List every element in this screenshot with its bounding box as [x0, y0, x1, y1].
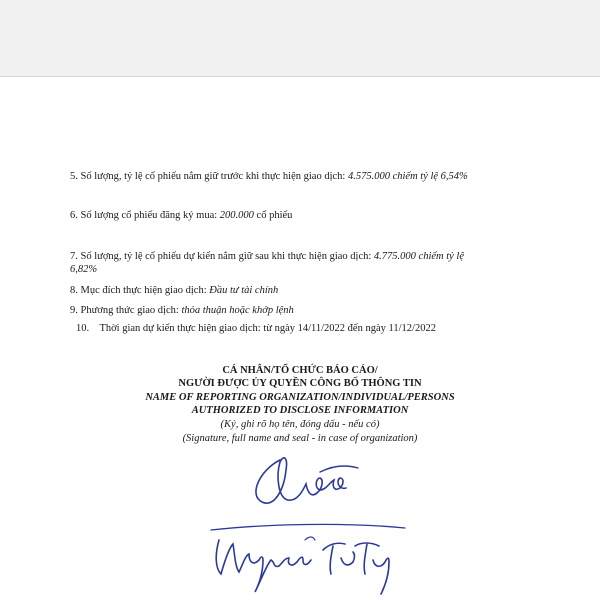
item-5 [70, 170, 468, 183]
signature-title-en-1: NAME OF REPORTING ORGANIZATION/INDIVIDUAL/PERSONS [145, 392, 455, 403]
handwritten-signature-icon [240, 450, 370, 520]
item-10 [76, 322, 436, 335]
item-7 [70, 250, 464, 263]
signature-title-vi-2: NGƯỜI ĐƯỢC ỦY QUYỀN CÔNG BỐ THÔNG TIN [178, 378, 422, 389]
item-9 [70, 304, 294, 317]
item-5-label: 5. Số lượng, tỷ lệ cổ phiếu nắm giữ trước khi thực hiện giao dịch: [70, 171, 346, 182]
item-5-value: 4.575.000 chiếm tỷ lệ 6,54% [347, 171, 468, 182]
item-7-value-cont: 6,82% [70, 264, 98, 275]
item-8-label: 8. Mục đích thực hiện giao dịch: [70, 285, 207, 296]
item-6-suffix: cổ phiếu [256, 210, 293, 221]
item-6 [70, 209, 292, 222]
item-8 [70, 284, 278, 297]
item-7-cont [70, 263, 97, 276]
item-10-label: Thời gian dự kiến thực hiện giao dịch: từ ngày 14/11/2022 đến ngày 11/12/2022 [99, 323, 436, 334]
signature-title-vi-1: CÁ NHÂN/TỔ CHỨC BÁO CÁO/ [222, 365, 378, 376]
item-6-label: 6. Số lượng cổ phiếu đăng ký mua: [70, 210, 218, 221]
signature-note-en: (Signature, full name and seal - in case of organization) [182, 433, 418, 444]
signature-note-vi: (Ký, ghi rõ họ tên, đóng dấu - nếu có) [220, 419, 380, 430]
item-6-value: 200.000 [219, 210, 254, 221]
page-top-margin [0, 0, 600, 77]
item-9-label: 9. Phương thức giao dịch: [70, 305, 179, 316]
item-7-label: 7. Số lượng, tỷ lệ cổ phiếu dự kiến nắm giữ sau khi thực hiện giao dịch: [70, 251, 372, 262]
handwritten-name [205, 520, 415, 600]
item-7-value: 4.775.000 chiếm tỷ lệ [373, 251, 465, 262]
item-9-value: thỏa thuận hoặc khớp lệnh [181, 305, 294, 316]
item-8-value: Đầu tư tài chính [209, 285, 279, 296]
signature-title-en-2: AUTHORIZED TO DISCLOSE INFORMATION [191, 405, 409, 416]
item-10-number: 10. [76, 323, 90, 334]
